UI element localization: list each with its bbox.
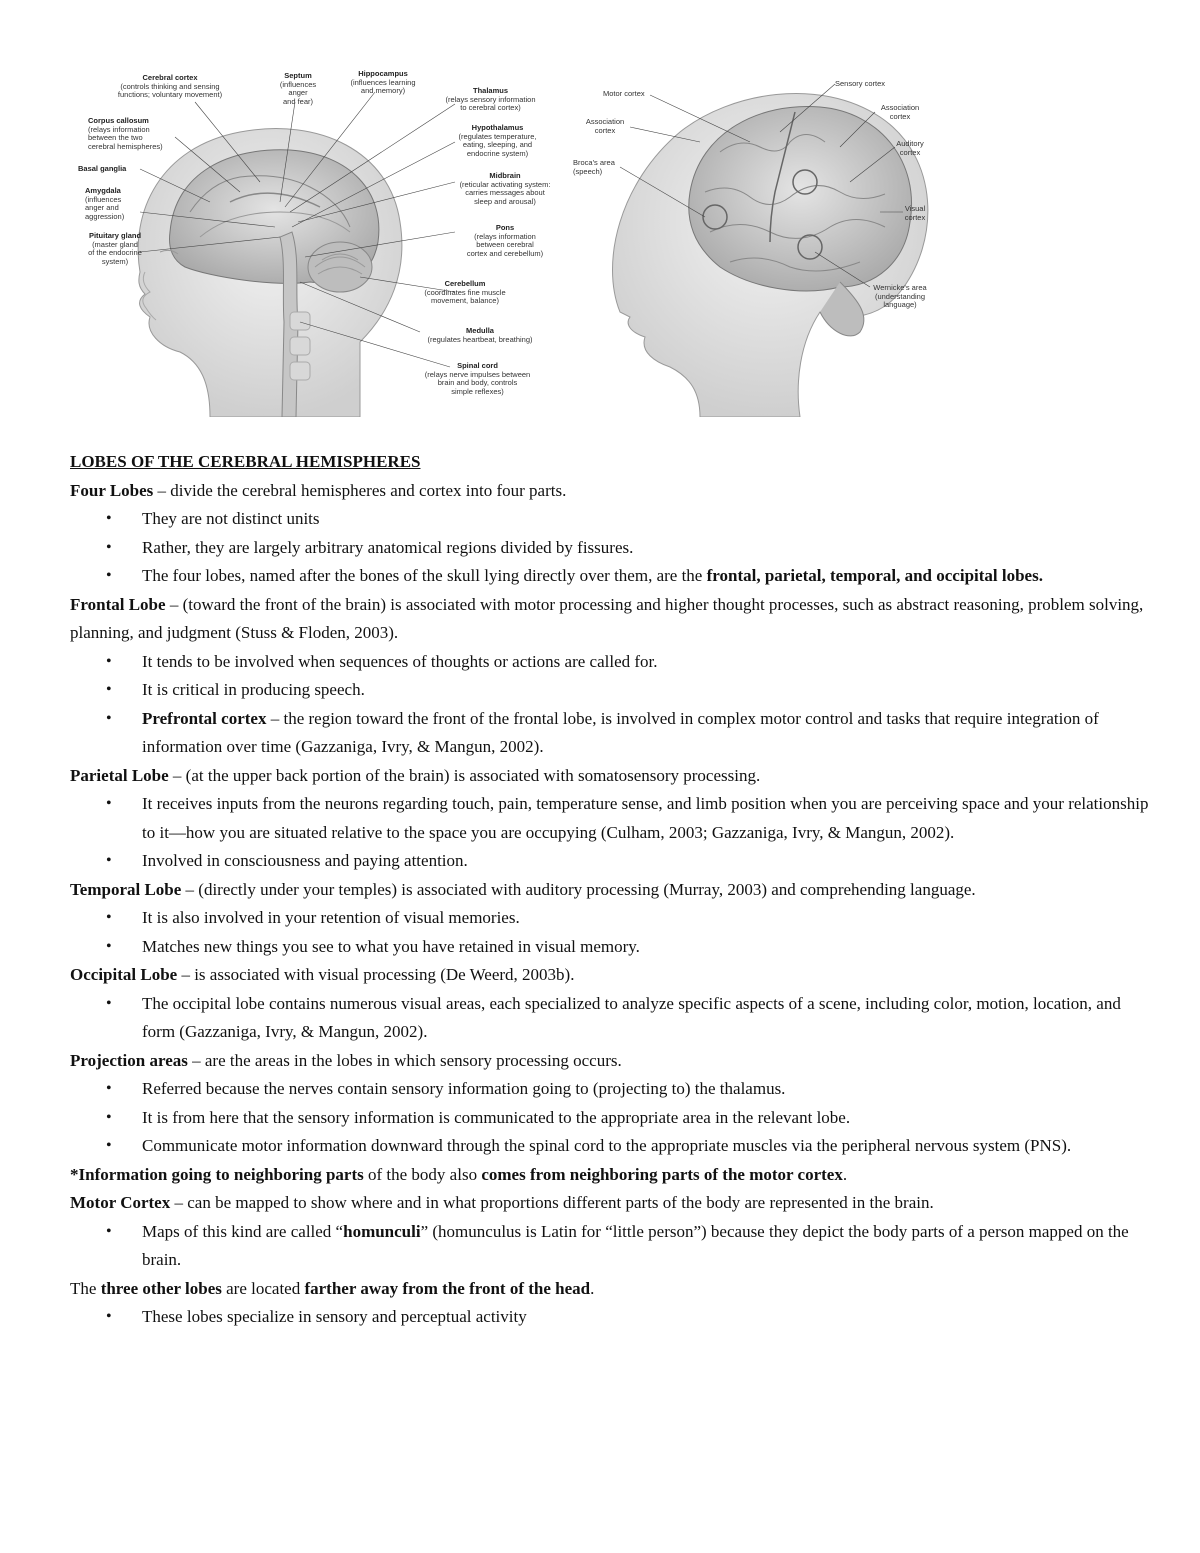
definition: – divide the cerebral hemispheres and cortex into four parts.	[153, 480, 567, 500]
label-desc: (influences anger and fear)	[279, 79, 317, 106]
frontal-lobe-list	[70, 648, 1150, 762]
item-bold: Prefrontal cortex	[142, 708, 267, 728]
label-title: Hypothalamus	[471, 123, 524, 132]
label-hippocampus	[338, 70, 428, 96]
brain-figure	[60, 62, 1060, 417]
label-title: Pons	[495, 223, 515, 232]
list-item: • The occipital lobe contains numerous visual areas, each specialized to analyze specific aspects of a scene, including color, motion, location, and form (Gazzaniga, Ivry, & Mangun, 2002).	[70, 990, 1150, 1047]
definition: – (at the upper back portion of the brain) is associated with somatosensory processing.	[168, 765, 761, 785]
label-pons	[450, 224, 560, 258]
temporal-lobe-list	[70, 904, 1150, 961]
label-desc: (influences learning and memory)	[350, 77, 416, 95]
definition: – can be mapped to show where and in what proportions different parts of the body are represented in the brain.	[170, 1193, 934, 1212]
term: Occipital Lobe	[70, 965, 178, 984]
label-desc: (master gland of the endocrine system)	[88, 239, 142, 266]
label-title: Cerebral cortex	[142, 73, 198, 82]
bold: three other lobes	[100, 1278, 222, 1298]
label-desc: (relays information between the two cerebral hemispheres)	[88, 124, 163, 151]
label-corpus-callosum	[88, 117, 188, 151]
note-text: .	[842, 1164, 848, 1184]
label-title: Pituitary gland	[88, 231, 142, 240]
label-title: Basal ganglia	[78, 164, 127, 173]
label-title: Hippocampus	[358, 69, 408, 78]
item-text: ” (homunculus is Latin for “little person”) because they depict the body parts of a person mapped on the brain.	[142, 1221, 1129, 1269]
term: Temporal Lobe	[70, 879, 182, 899]
note-bold: *Information going to neighboring parts	[70, 1164, 364, 1184]
label-auditory-cortex: Auditory cortex	[896, 139, 924, 157]
parietal-lobe-paragraph	[70, 762, 1150, 791]
list-item: • It is also involved in your retention of visual memories.	[70, 904, 1150, 933]
label-title: Corpus callosum	[88, 116, 149, 125]
definition: – (directly under your temples) is associated with auditory processing (Murray, 2003) and comprehending language.	[181, 879, 976, 899]
four-lobes-paragraph	[70, 477, 1150, 506]
label-title: Cerebellum	[444, 279, 486, 288]
label-desc: (regulates temperature, eating, sleeping, and endocrine system)	[458, 131, 537, 158]
term: Frontal Lobe	[70, 594, 166, 614]
label-title: Amygdala	[85, 186, 121, 195]
list-item: • Communicate motor information downward through the spinal cord to the appropriate muscles via the peripheral nervous system (PNS).	[70, 1132, 1150, 1161]
label-association-cortex-left: Association cortex	[585, 117, 625, 135]
definition: – (toward the front of the brain) is associated with motor processing and higher thought processes, such as abstract reasoning, problem solving, planning, and judgment (Stuss & Floden, 2003).	[70, 594, 1144, 642]
note-bold: comes from neighboring parts of the motor cortex	[481, 1164, 843, 1184]
list-item: • Rather, they are largely arbitrary anatomical regions divided by fissures.	[70, 534, 1150, 563]
label-desc: (reticular activating system: carries messages about sleep and arousal)	[459, 179, 551, 206]
item-text: – the region toward the front of the frontal lobe, is involved in complex motor control and tasks that require integration of information over time (Gazzaniga, Ivry, & Mangun, 2002).	[142, 708, 1099, 756]
label-hypothalamus	[445, 124, 550, 158]
label-wernickes-area: Wernicke's area (understanding language)	[873, 283, 927, 309]
label-desc: (relays information between cerebral cortex and cerebellum)	[466, 231, 544, 258]
list-item: • Referred because the nerves contain sensory information going to (projecting to) the thalamus.	[70, 1075, 1150, 1104]
list-item: • It tends to be involved when sequences of thoughts or actions are called for.	[70, 648, 1150, 677]
label-desc: (relays nerve impulses between brain and body, controls simple reflexes)	[424, 369, 531, 396]
item-bold: homunculi	[343, 1221, 421, 1241]
definition: – are the areas in the lobes in which sensory processing occurs.	[187, 1050, 622, 1070]
list-item: • They are not distinct units	[70, 505, 1150, 534]
temporal-lobe-paragraph	[70, 876, 1150, 905]
label-motor-cortex: Motor cortex	[603, 89, 645, 98]
occipital-lobe-paragraph	[70, 961, 1150, 990]
bold: farther away from the front of the head	[304, 1278, 591, 1298]
frontal-lobe-paragraph	[70, 591, 1150, 648]
three-lobes-paragraph	[70, 1275, 1150, 1304]
motor-cortex-paragraph	[70, 1189, 1150, 1218]
label-sensory-cortex: Sensory cortex	[835, 79, 886, 88]
label-septum	[268, 72, 328, 106]
term: Motor Cortex	[70, 1193, 171, 1212]
text: .	[590, 1278, 595, 1298]
neighboring-parts-note	[70, 1161, 1150, 1190]
label-cerebral-cortex	[100, 74, 240, 100]
item-text: The four lobes, named after the bones of the skull lying directly over them, are the	[142, 566, 707, 585]
list-item: • These lobes specialize in sensory and perceptual activity	[70, 1303, 1150, 1332]
label-amygdala	[85, 187, 155, 221]
list-item	[70, 1218, 1150, 1275]
label-desc: (controls thinking and sensing functions; voluntary movement)	[117, 81, 223, 99]
term: Parietal Lobe	[70, 765, 169, 785]
label-association-cortex-right: Association cortex	[880, 103, 920, 121]
label-desc: (influences anger and aggression)	[85, 194, 125, 221]
four-lobes-list	[70, 505, 1150, 591]
text: are located	[221, 1278, 305, 1298]
label-title: Thalamus	[472, 86, 508, 95]
document-body	[70, 448, 1150, 1332]
motor-cortex-list	[70, 1218, 1150, 1275]
item-text: Maps of this kind are called “	[142, 1221, 344, 1241]
list-item: • It is from here that the sensory information is communicated to the appropriate area in the relevant lobe.	[70, 1104, 1150, 1133]
label-title: Septum	[284, 71, 312, 80]
definition: – is associated with visual processing (De Weerd, 2003b).	[177, 965, 575, 984]
list-item	[70, 562, 1150, 591]
list-item: • Matches new things you see to what you have retained in visual memory.	[70, 933, 1150, 962]
list-item: • It is critical in producing speech.	[70, 676, 1150, 705]
label-thalamus	[428, 87, 553, 113]
label-basal-ganglia	[78, 165, 158, 174]
text: The	[70, 1278, 101, 1298]
label-desc: (coordinates fine muscle movement, balance)	[424, 287, 506, 305]
occipital-lobe-list	[70, 990, 1150, 1047]
lateral-head-drawing	[613, 84, 928, 417]
term: Four Lobes	[70, 480, 154, 500]
label-medulla	[400, 327, 560, 344]
projection-areas-paragraph	[70, 1047, 1150, 1076]
label-desc: (regulates heartbeat, breathing)	[427, 334, 533, 344]
projection-areas-list	[70, 1075, 1150, 1161]
label-spinal-cord	[400, 362, 555, 396]
list-item	[70, 705, 1150, 762]
label-midbrain	[450, 172, 560, 206]
label-pituitary-gland	[75, 232, 155, 266]
label-desc: (relays sensory information to cerebral cortex)	[445, 94, 536, 112]
list-item: • Involved in consciousness and paying attention.	[70, 847, 1150, 876]
item-bold: frontal, parietal, temporal, and occipital lobes.	[706, 566, 1043, 585]
label-title: Medulla	[466, 326, 494, 335]
section-heading: LOBES OF THE CEREBRAL HEMISPHERES	[70, 452, 421, 471]
label-brocas-area: Broca's area (speech)	[573, 158, 615, 176]
term: Projection areas	[70, 1050, 188, 1070]
three-lobes-list	[70, 1303, 1150, 1332]
parietal-lobe-list	[70, 790, 1150, 876]
note-text: of the body also	[363, 1164, 482, 1184]
list-item: • It receives inputs from the neurons regarding touch, pain, temperature sense, and limb position when you are perceiving space and your relationship to it—how you are situated relative to the space you are occupying (Culham, 2003; Gazzaniga, Ivry, & Mangun, 2002).	[70, 790, 1150, 847]
label-cerebellum	[400, 280, 530, 306]
label-visual-cortex: Visual cortex	[904, 204, 926, 222]
label-title: Midbrain	[489, 171, 521, 180]
label-title: Spinal cord	[457, 361, 498, 370]
